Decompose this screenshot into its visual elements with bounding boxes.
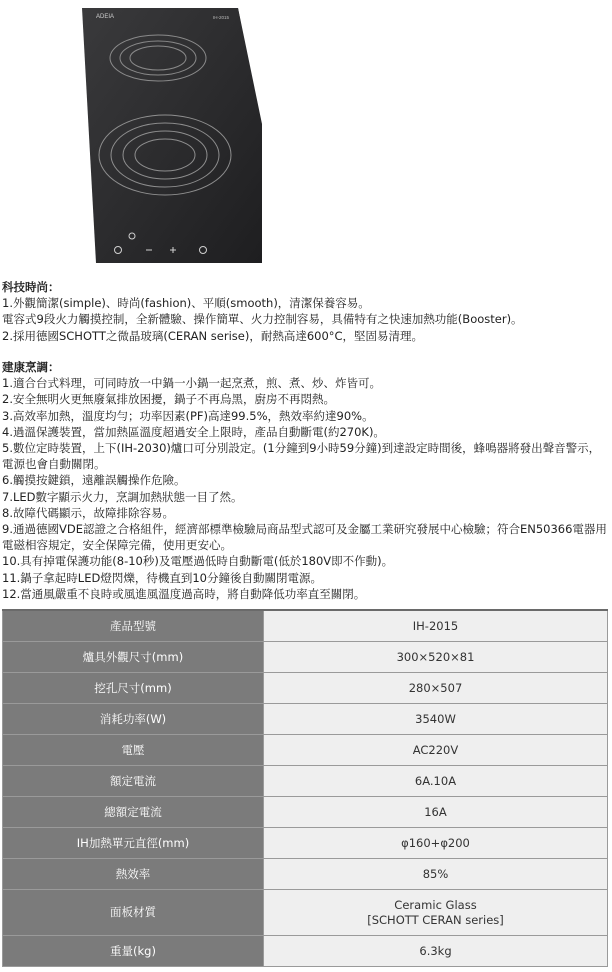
table-row [3,797,608,828]
spec-value: 16A [264,797,608,828]
healthy-cooking-section [2,359,608,602]
table-row [3,704,608,735]
spec-label: 熱效率 [3,859,264,890]
spec-label: 電壓 [3,735,264,766]
spec-value-line: [SCHOTT CERAN series] [367,912,504,927]
spec-value: 280×507 [264,673,608,704]
spec-label: 面板材質 [3,890,264,936]
spec-value: 6.3kg [264,936,608,967]
spec-value: IH-2015 [264,610,608,642]
spec-value: AC220V [264,735,608,766]
feature-line: 9.通過德國VDE認證之合格組件，經濟部標準檢驗局商品型式認可及金屬工業研究發展中心檢驗；符合EN50366電器用電磁相容規定，安全保障完備，使用更安心。 [2,522,607,553]
spec-label: 額定電流 [3,766,264,797]
spec-value: 300×520×81 [264,642,608,673]
table-row [3,642,608,673]
feature-line: 11.鍋子拿起時LED燈閃爍，待機直到10分鐘後自動關閉電源。 [2,570,322,585]
spec-label: 挖孔尺寸(mm) [3,673,264,704]
ceramic-glass-panel [82,8,262,263]
spec-value: 6A.10A [264,766,608,797]
feature-line: 8.故障代碼顯示，故障排除容易。 [2,505,174,520]
table-row [3,890,608,936]
table-row [3,766,608,797]
section-title: 建康烹調： [2,360,60,374]
feature-line: 12.當通風嚴重不良時或風進風溫度過高時，將自動降低功率直至關閉。 [2,586,366,601]
feature-line: 4.過溫保護裝置，當加熱區溫度超過安全上限時，產品自動斷電(約270K)。 [2,424,385,439]
spec-label: 產品型號 [3,610,264,642]
brand-logo: ADEIA [96,14,115,20]
tech-fashion-section [2,279,608,344]
spec-label: IH加熱單元直徑(mm) [3,828,264,859]
feature-line: 1.外觀簡潔(simple)、時尚(fashion)、平順(smooth)，清潔保養容易。 [2,296,370,311]
spec-value [264,890,608,936]
product-image [0,0,612,272]
feature-line: 1.適合台式料理，可同時放一中鍋一小鍋一起烹煮，煎、煮、炒、炸皆可。 [2,376,381,391]
table-row [3,828,608,859]
model-label: IH-2015 [213,15,230,20]
spec-table [2,609,608,967]
spec-label: 總額定電流 [3,797,264,828]
feature-line: 10.具有掉電保護功能(8-10秒)及電壓過低時自動斷電(低於180V即不作動)。 [2,554,394,569]
feature-line: 7.LED數字顯示火力，烹調加熱狀態一目了然。 [2,489,243,504]
induction-cooktop-illustration [0,0,612,272]
spec-label: 重量(kg) [3,936,264,967]
feature-line: 6.觸摸按鍵鎖，遠離誤觸操作危險。 [2,473,186,488]
spec-value: 85% [264,859,608,890]
spec-label: 消耗功率(W) [3,704,264,735]
spec-value-line: Ceramic Glass [394,897,477,912]
feature-line: 2.採用德國SCHOTT之微晶玻璃(CERAN serise)，耐熱高達600°C，堅固易清理。 [2,328,424,343]
feature-line: 2.安全無明火更無廢氣排放困擾，鍋子不再烏黑，廚房不再悶熱。 [2,392,335,407]
feature-line: 3.高效率加熱，溫度均勻；功率因素(PF)高達99.5%，熱效率約達90%。 [2,408,374,423]
feature-line: 電容式9段火力觸摸控制，全新體驗、操作簡單、火力控制容易，具備特有之快速加熱功能(Booster)。 [2,312,523,327]
section-title: 科技時尚： [2,280,60,294]
table-row [3,735,608,766]
spec-value: 3540W [264,704,608,735]
table-row [3,673,608,704]
feature-line: 5.數位定時裝置，上下(IH-2030)爐口可分別設定。(1分鐘到9小時59分鐘)到達設定時間後，蜂鳴器將發出聲音警示，電源也會自動關閉。 [2,441,601,472]
spec-value: φ160+φ200 [264,828,608,859]
table-row [3,610,608,642]
table-row [3,936,608,967]
spec-label: 爐具外觀尺寸(mm) [3,642,264,673]
table-row [3,859,608,890]
